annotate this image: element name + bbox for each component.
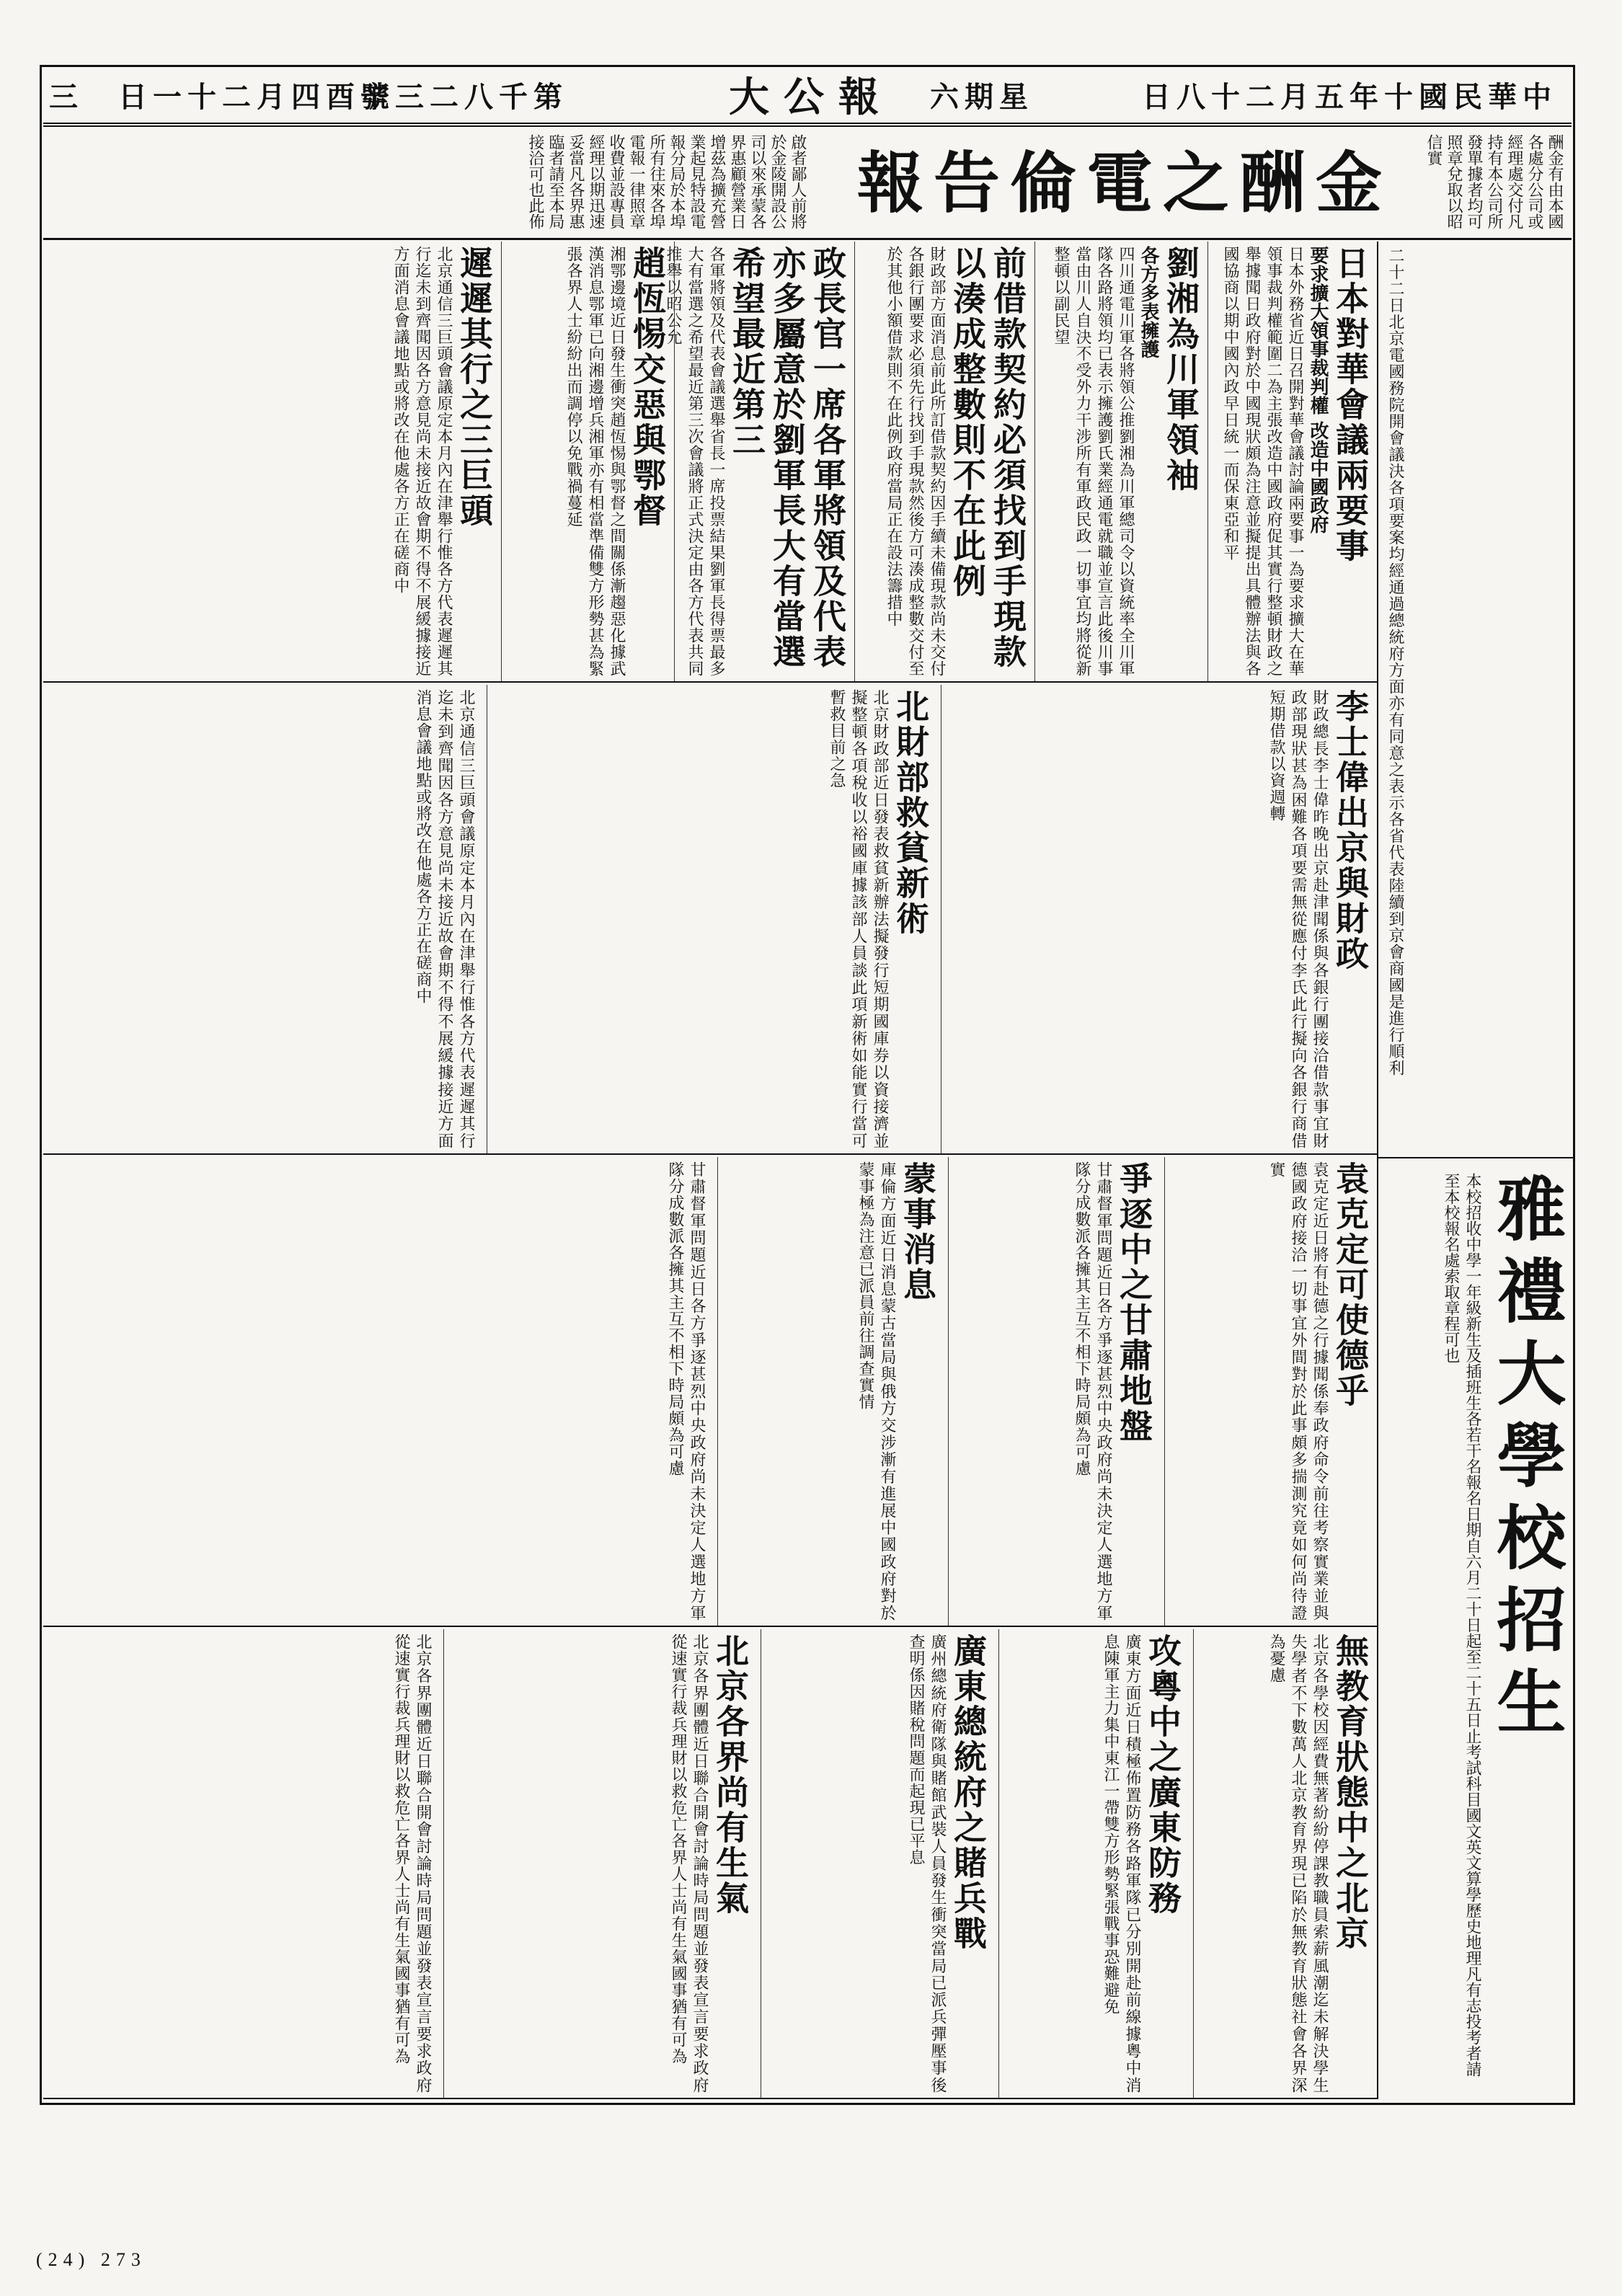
article-body: 甘肅督軍問題近日各方爭逐甚烈中央政府尚未決定人選地方軍隊分成數派各擁其主互不相下時局頗為可慮: [1073, 1161, 1112, 1621]
school-admission-ad: [1377, 1157, 1573, 2099]
ad-banner-headline: 報告倫電之酬金: [856, 144, 1392, 222]
page-footer: [36, 2249, 324, 2278]
masthead-page-number: 三 日一十二月四酉辛: [49, 80, 395, 114]
article-mongolia: [721, 1157, 941, 1626]
article-headline: 蒙事消息: [898, 1161, 937, 1303]
article-finance-relief: [490, 685, 934, 1153]
article-body: 甘肅督軍問題近日各方爭逐甚烈中央政府尚未決定人選地方軍隊分成數派各擁其主互不相下時局頗為可慮: [666, 1161, 706, 1621]
article-japan-meeting: [1211, 241, 1373, 681]
article-body: 各軍將領及代表會議選舉省長一席投票結果劉軍長得票最多大有當選之希望最近第三次會議將正式決定由各方代表共同推舉以昭公允: [664, 246, 725, 677]
article-headline: 爭逐中之甘肅地盤: [1114, 1161, 1153, 1444]
article-subhead: 要求擴大領事裁判權 改造中國政府: [1307, 246, 1329, 534]
masthead-newspaper-title: 大公報: [729, 74, 893, 121]
school-ad-title: 雅禮大學校招生: [1486, 1173, 1567, 1748]
article-misc: [43, 1629, 436, 2098]
masthead: [43, 72, 1572, 127]
article-body: 袁克定近日將有赴德之行據聞係奉政府命令前往考察實業並與德國政府接洽一切事宜外間對於此事頗多揣測究竟如何尚待證實: [1267, 1161, 1329, 1621]
masthead-date: 日八十二月五年十國民華中: [1142, 80, 1557, 114]
article-mongolia-continued: [43, 1157, 710, 1626]
article-headline: 李士偉出京與財政: [1331, 689, 1370, 972]
article-headline: 劉湘為川軍領袖: [1161, 246, 1200, 493]
article-headline: 遲遲其行之三巨頭: [455, 246, 494, 528]
advertisement-strip: [43, 130, 1572, 240]
masthead-issue-number: 號三二八千第: [360, 80, 568, 114]
right-column-body: 二十二日北京電國務院開會議決各項要案均經通過總統府方面亦有同意之表示各省代表陸續到京會商國是進行順利: [1386, 247, 1404, 1076]
article-loan-contract: [858, 241, 1031, 681]
article-governor-election: [664, 241, 851, 681]
ad-notice-right: 酬金有由本國各處分公司或經理處交付凡持有本公司所發單據者均可照章兌取以昭信實: [1424, 134, 1564, 229]
article-headline: 日本對華會議兩要事: [1331, 246, 1370, 564]
article-body: 北京通信三巨頭會議原定本月內在津舉行惟各方代表遲遲其行迄未到齊聞因各方意見尚未接近故會期不得不展緩據接近方面消息會議地點或將改在他處各方正在磋商中: [414, 689, 475, 1149]
article-three-giants: [43, 241, 497, 681]
article-headline: 廣東總統府之賭兵戰: [949, 1634, 988, 1951]
article-yuan-keding: [1168, 1157, 1373, 1626]
school-ad-body: 本校招收中學一年級新生及插班生各若干名報名日期自六月二十日起至二十五日止考試科目國文英文算學歷史地理凡有志投考者請至本校報名處索取章程可也: [1442, 1173, 1481, 2077]
article-body: 財政部方面消息前此所訂借款契約因手續未備現款尚未交付各銀行團要求必須先行找到手現款然後方可湊成整數交付至於其他小額借款則不在此例政府當局正在設法籌措中: [885, 246, 946, 677]
article-headline: 無教育狀態中之北京: [1331, 1634, 1370, 1951]
footer-page-number: 273: [100, 2249, 146, 2270]
article-li-shiwei: [944, 685, 1373, 1153]
article-body: 北京通信三巨頭會議原定本月內在津舉行惟各方代表遲遲其行迄未到齊聞因各方意見尚未接近故會期不得不展緩據接近方面消息會議地點或將改在他處各方正在磋商中: [391, 246, 453, 677]
article-subhead: 各方多表擁護: [1138, 246, 1159, 358]
article-headline: 北財部救貧新術: [891, 689, 930, 936]
article-body: 北京各界團體近日聯合開會討論時局問題並發表宣言要求政府從速實行裁兵理財以救危亡各界人士尚有生氣國事猶有可為: [669, 1634, 709, 2093]
news-band-3: [43, 1157, 1377, 1627]
article-body: 四川通電川軍各將領公推劉湘為川軍總司令以資統率全川軍隊各路將領均已表示擁護劉氏業經通電就職並宣言此後川事當由川人自決不受外力干涉所有軍政民政一切事宜均將從新整頓以副民望: [1052, 246, 1135, 677]
article-body: 湘鄂邊境近日發生衝突趙恆惕與鄂督之間關係漸趨惡化據武漢消息鄂軍已向湘邊增兵湘軍亦有相當準備雙方形勢甚為緊張各界人士紛紛出而調停以免戰禍蔓延: [564, 246, 626, 677]
article-body: 日本外務省近日召開對華會議討論兩要事一為要求擴大在華領事裁判權範圍二為主張改造中國政府促其實行整頓財政之舉據聞日政府對於中國現狀頗為注意並擬提出具體辦法與各國協商以期中國內政早日統一而保東亞和平: [1221, 246, 1304, 677]
article-liu-xiang: [1038, 241, 1204, 681]
article-body: 北京各界團體近日聯合開會討論時局問題並發表宣言要求政府從速實行裁兵理財以救危亡各界人士尚有生氣國事猶有可為: [392, 1634, 432, 2093]
article-body: 北京財政部近日發表救貧新辦法擬發行短期國庫券以資接濟並擬整頓各項稅收以裕國庫據該部人員談此項新術如能實行當可暫救目前之急: [828, 689, 889, 1149]
news-band-1: [43, 241, 1377, 683]
article-beijing-education: [1197, 1629, 1373, 2098]
article-body: 廣東方面近日積極佈置防務各路軍隊已分別開赴前線據粵中消息陳軍主力集中東江一帶雙方形勢緊張戰事恐難避免: [1102, 1634, 1141, 2093]
article-headline: 趙恆惕交惡與鄂督: [628, 246, 667, 528]
article-body: 廣州總統府衛隊與賭館武裝人員發生衝突當局已派兵彈壓事後查明係因賭稅問題而起現已平息: [907, 1634, 947, 2093]
news-band-2: [43, 685, 1377, 1155]
news-band-4: [43, 1629, 1377, 2099]
article-finance-continued: [43, 685, 479, 1153]
article-headline: 政長官一席各軍將領及代表亦多屬意於劉軍長大有當選希望最近第三: [727, 246, 847, 670]
footer-volume: (24): [36, 2249, 91, 2270]
article-body: 財政總長李士偉昨晚出京赴津聞係與各銀行團接洽借款事宜財政部現狀甚為困難各項要需無從應付李氏此行擬向各銀行商借短期借款以資週轉: [1267, 689, 1329, 1149]
article-guangdong-defense: [1002, 1629, 1186, 2098]
article-body: 庫倫方面近日消息蒙古當局與俄方交涉漸有進展中國政府對於蒙事極為注意已派員前往調查實情: [856, 1161, 896, 1621]
ad-notice-left: 啟者鄙人前將於金陵開設公司以來承蒙各界惠顧營業日增茲為擴充營業起見特設電報分局於本埠所有往來各埠電報一律照章收費並設專員經理以期迅速妥當凡各界惠臨者請至本局接洽可也此佈: [526, 134, 807, 229]
article-headline: 前借款契約必須找到手現款以湊成整數則不在此例: [948, 246, 1027, 670]
article-beijing-circles: [447, 1629, 753, 2098]
article-body: 北京各學校因經費無著紛紛停課教職員索薪風潮迄未解決學生失學者不下數萬人北京教育界現已陷於無教育狀態社會各界深為憂慮: [1267, 1634, 1329, 2093]
article-gansu: [952, 1157, 1157, 1626]
article-zhao-hengti: [505, 241, 670, 681]
masthead-weekday: 六期星: [930, 80, 1034, 114]
article-headline: 攻粵中之廣東防務: [1143, 1634, 1182, 1916]
article-headline: 袁克定可使德乎: [1331, 1161, 1370, 1409]
article-headline: 北京各界尚有生氣: [711, 1634, 750, 1916]
right-column-continued: [1377, 241, 1573, 1157]
article-guangdong-gambling: [764, 1629, 991, 2098]
